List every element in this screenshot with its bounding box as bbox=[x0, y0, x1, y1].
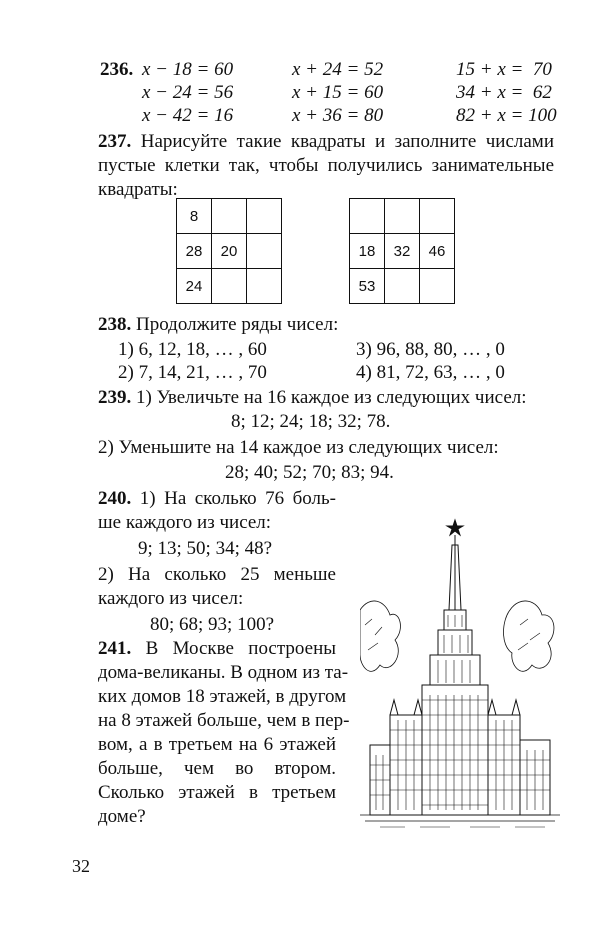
text-line: Продолжите ряды чисел: bbox=[136, 314, 339, 335]
text-line: больше, чем во втором. bbox=[98, 758, 336, 779]
square-cell bbox=[385, 269, 420, 304]
number-series: 4) 81, 72, 63, … , 0 bbox=[356, 362, 505, 383]
exercise-238-number: 238. bbox=[98, 314, 132, 335]
number-series: 1) 6, 12, 18, … , 60 bbox=[118, 339, 267, 360]
exercise-241-text bbox=[98, 637, 350, 829]
equation: 15 + x = 70 bbox=[456, 59, 552, 80]
square-cell: 53 bbox=[350, 269, 385, 304]
number-list: 80; 68; 93; 100? bbox=[150, 614, 275, 635]
exercise-236-number: 236. bbox=[100, 59, 134, 80]
text-line: пустые клетки так, чтобы получились занимательные bbox=[98, 155, 554, 176]
equation: x + 36 = 80 bbox=[292, 105, 384, 126]
text-line: ше каждого из чисел: bbox=[98, 512, 272, 533]
exercise-240-part-2 bbox=[98, 563, 336, 611]
square-cell: 24 bbox=[177, 269, 212, 304]
number-series: 2) 7, 14, 21, … , 70 bbox=[118, 362, 267, 383]
skyscraper-illustration bbox=[360, 515, 560, 835]
square-cell bbox=[247, 269, 282, 304]
text-line: В Москве построены bbox=[145, 638, 337, 659]
square-cell bbox=[247, 199, 282, 234]
equation: x + 15 = 60 bbox=[292, 82, 384, 103]
exercise-239-number: 239. bbox=[98, 387, 132, 408]
text-line: 1) На сколько 76 боль- bbox=[139, 488, 337, 509]
equation: 34 + x = 62 bbox=[456, 82, 552, 103]
square-cell bbox=[420, 269, 455, 304]
magic-square-1 bbox=[176, 198, 282, 304]
exercise-237-text bbox=[98, 130, 554, 202]
square-cell: 46 bbox=[420, 234, 455, 269]
number-list: 9; 13; 50; 34; 48? bbox=[138, 538, 273, 559]
equation: x − 24 = 56 bbox=[142, 82, 234, 103]
text-line: 1) Увеличьте на 16 каждое из следующих чисел: bbox=[136, 387, 527, 408]
exercise-239-part-2: 2) Уменьшите на 14 каждое из следующих чисел: bbox=[98, 437, 499, 458]
text-line: ких домов 18 этажей, в другом bbox=[98, 686, 347, 707]
square-cell bbox=[420, 199, 455, 234]
text-line: дома-великаны. В одном из та- bbox=[98, 662, 349, 683]
page-number: 32 bbox=[72, 856, 90, 876]
exercise-239-part-1 bbox=[98, 386, 527, 410]
text-line: вом, а в третьем на 6 этажей bbox=[98, 734, 336, 755]
exercise-238-title bbox=[98, 313, 338, 337]
square-cell bbox=[247, 234, 282, 269]
text-line: доме? bbox=[98, 806, 146, 827]
number-list: 8; 12; 24; 18; 32; 78. bbox=[231, 411, 391, 432]
square-cell bbox=[212, 269, 247, 304]
square-cell bbox=[385, 199, 420, 234]
text-line: 2) На сколько 25 меньше bbox=[98, 564, 336, 585]
text-line: Нарисуйте такие квадраты и заполните числами bbox=[140, 131, 554, 152]
exercise-237-number: 237. bbox=[98, 131, 132, 152]
text-line: Сколько этажей в третьем bbox=[98, 782, 336, 803]
exercise-240-number: 240. bbox=[98, 488, 132, 509]
magic-square-2 bbox=[349, 198, 455, 304]
square-cell bbox=[350, 199, 385, 234]
square-cell: 20 bbox=[212, 234, 247, 269]
square-cell: 8 bbox=[177, 199, 212, 234]
number-series: 3) 96, 88, 80, … , 0 bbox=[356, 339, 505, 360]
text-line: каждого из чисел: bbox=[98, 588, 244, 609]
equation: x − 42 = 16 bbox=[142, 105, 234, 126]
number-list: 28; 40; 52; 70; 83; 94. bbox=[225, 462, 394, 483]
square-cell: 28 bbox=[177, 234, 212, 269]
exercise-241-number: 241. bbox=[98, 638, 132, 659]
square-cell bbox=[212, 199, 247, 234]
text-line: на 8 этажей больше, чем в пер- bbox=[98, 710, 350, 731]
square-cell: 32 bbox=[385, 234, 420, 269]
square-cell: 18 bbox=[350, 234, 385, 269]
equation: x + 24 = 52 bbox=[292, 59, 384, 80]
equation: x − 18 = 60 bbox=[142, 59, 234, 80]
text-line: квадраты: bbox=[98, 179, 178, 200]
equation: 82 + x = 100 bbox=[456, 105, 557, 126]
exercise-240-text bbox=[98, 487, 336, 535]
